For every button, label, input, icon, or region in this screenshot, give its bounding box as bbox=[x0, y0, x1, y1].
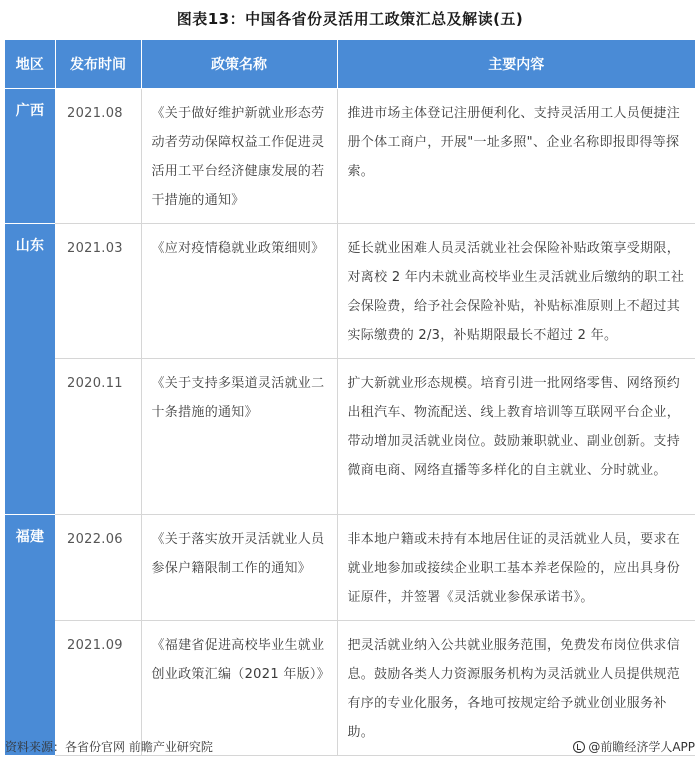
region-cell-fujian: 福建 bbox=[5, 515, 55, 756]
header-policy: 政策名称 bbox=[141, 40, 337, 89]
header-date: 发布时间 bbox=[55, 40, 141, 89]
table-row bbox=[5, 224, 695, 359]
region-cell-guangxi: 广西 bbox=[5, 89, 55, 224]
header-content: 主要内容 bbox=[337, 40, 695, 89]
table-row bbox=[5, 89, 695, 224]
date-cell: 2022.06 bbox=[55, 515, 141, 621]
content-cell: 推进市场主体登记注册便利化、支持灵活用工人员便捷注册个体工商户，开展"一址多照"、企业名称即报即得等探索。 bbox=[337, 89, 695, 224]
brand-text: @前瞻经济学人APP bbox=[588, 740, 695, 754]
brand-logo-icon bbox=[573, 741, 585, 753]
policy-cell: 《关于落实放开灵活就业人员参保户籍限制工作的通知》 bbox=[141, 515, 337, 621]
page-title: 图表13：中国各省份灵活用工政策汇总及解读(五) bbox=[176, 10, 524, 28]
date-cell: 2020.11 bbox=[55, 359, 141, 515]
region-cell-shandong: 山东 bbox=[5, 224, 55, 515]
content-cell: 把灵活就业纳入公共就业服务范围，免费发布岗位供求信息。鼓励各类人力资源服务机构为灵活就业人员提供规范有序的专业化服务，各地可按规定给予就业创业服务补助。 bbox=[337, 621, 695, 756]
policy-cell: 《关于支持多渠道灵活就业二十条措施的通知》 bbox=[141, 359, 337, 515]
footer bbox=[5, 738, 695, 756]
content-cell: 延长就业困难人员灵活就业社会保险补贴政策享受期限，对离校 2 年内未就业高校毕业生灵活就业后缴纳的职工社会保险费，给予社会保险补贴，补贴标准原则上不超过其实际缴费的 2/3，补贴期限最长不超过 2 年。 bbox=[337, 224, 695, 359]
table-row bbox=[5, 359, 695, 515]
policy-cell: 《关于做好维护新就业形态劳动者劳动保障权益工作促进灵活用工平台经济健康发展的若干措施的通知》 bbox=[141, 89, 337, 224]
brand-credit bbox=[573, 738, 695, 755]
policy-table bbox=[5, 40, 695, 756]
content-cell: 扩大新就业形态规模。培育引进一批网络零售、网络预约出租汽车、物流配送、线上教育培训等互联网平台企业，带动增加灵活就业岗位。鼓励兼职就业、副业创新。支持微商电商、网络直播等多样化的自主就业、分时就业。 bbox=[337, 359, 695, 515]
table-header-row bbox=[5, 40, 695, 89]
content-cell: 非本地户籍或未持有本地居住证的灵活就业人员，要求在就业地参加或接续企业职工基本养老保险的，应出具身份证原件，并签署《灵活就业参保承诺书》。 bbox=[337, 515, 695, 621]
table-row bbox=[5, 621, 695, 756]
policy-cell: 《应对疫情稳就业政策细则》 bbox=[141, 224, 337, 359]
date-cell: 2021.08 bbox=[55, 89, 141, 224]
date-cell: 2021.03 bbox=[55, 224, 141, 359]
table-row bbox=[5, 515, 695, 621]
date-cell: 2021.09 bbox=[55, 621, 141, 756]
policy-cell: 《福建省促进高校毕业生就业创业政策汇编（2021 年版）》 bbox=[141, 621, 337, 756]
source-note: 资料来源：各省份官网 前瞻产业研究院 bbox=[5, 740, 213, 754]
header-region: 地区 bbox=[5, 40, 55, 89]
